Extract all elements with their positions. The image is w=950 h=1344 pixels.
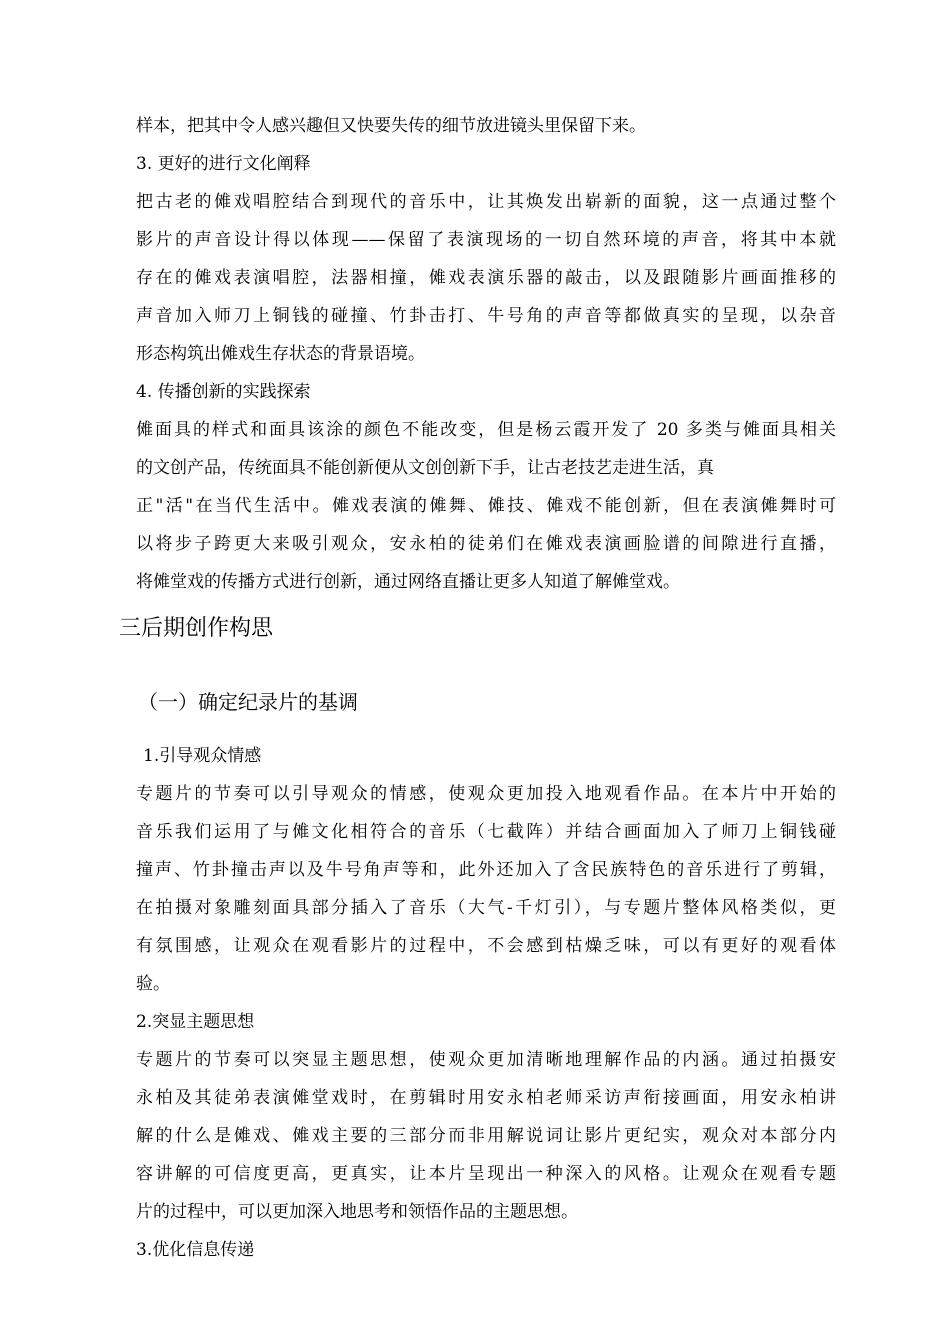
paragraph-line: 验。 <box>136 974 170 994</box>
paragraph-line: 把古老的傩戏唱腔结合到现代的音乐中，让其焕发出崭新的面貌，这一点通过整个 <box>136 192 836 212</box>
paragraph-line: 形态构筑出傩戏生存状态的背景语境。 <box>136 344 425 364</box>
paragraph-line: 在拍摄对象雕刻面具部分插入了音乐（大气-千灯引），与专题片整体风格类似，更 <box>136 898 836 918</box>
paragraph-line: 将傩堂戏的传播方式进行创新，通过网络直播让更多人知道了解傩堂戏。 <box>136 572 680 592</box>
subsection-title: （一）确定纪录片的基调 <box>138 690 358 714</box>
paragraph-line: 以将步子跨更大来吸引观众，安永柏的徒弟们在傩戏表演画脸谱的间隙进行直播， <box>136 534 836 554</box>
numbered-heading: 1.引导观众情感 <box>143 746 262 766</box>
paragraph-line: 音乐我们运用了与傩文化相符合的音乐（七截阵）并结合画面加入了师刀上铜钱碰 <box>136 822 836 842</box>
paragraph-line: 容讲解的可信度更高，更真实，让本片呈现出一种深入的风格。让观众在观看专题 <box>136 1164 836 1184</box>
paragraph-line: 有氛围感，让观众在观看影片的过程中，不会感到枯燥乏味，可以有更好的观看体 <box>136 936 836 956</box>
numbered-heading: 2.突显主题思想 <box>136 1012 255 1032</box>
paragraph-line: 专题片的节奏可以引导观众的情感，使观众更加投入地观看作品。在本片中开始的 <box>136 784 836 804</box>
paragraph-line: 的文创产品，传统面具不能创新便从文创创新下手，让古老技艺走进生活，真 <box>136 458 714 478</box>
paragraph-line: 存在的傩戏表演唱腔，法器相撞，傩戏表演乐器的敲击，以及跟随影片画面推移的 <box>136 268 836 288</box>
paragraph-line: 傩面具的样式和面具该涂的颜色不能改变，但是杨云霞开发了 20 多类与傩面具相关 <box>136 420 836 440</box>
paragraph-line: 正"活"在当代生活中。傩戏表演的傩舞、傩技、傩戏不能创新，但在表演傩舞时可 <box>136 496 836 516</box>
paragraph-line: 专题片的节奏可以突显主题思想，使观众更加清晰地理解作品的内涵。通过拍摄安 <box>136 1050 836 1070</box>
paragraph-line: 永柏及其徒弟表演傩堂戏时，在剪辑时用安永柏老师采访声衔接画面，用安永柏讲 <box>136 1088 836 1108</box>
paragraph-line: 影片的声音设计得以体现——保留了表演现场的一切自然环境的声音，将其中本就 <box>136 230 836 250</box>
numbered-heading: 3. 更好的进行文化阐释 <box>136 154 311 174</box>
section-title: 三后期创作构思 <box>119 616 274 641</box>
paragraph-line: 声音加入师刀上铜钱的碰撞、竹卦击打、牛号角的声音等都做真实的呈现，以杂音 <box>136 306 836 326</box>
paragraph-line: 片的过程中，可以更加深入地思考和领悟作品的主题思想。 <box>136 1202 578 1222</box>
paragraph-line: 撞声、竹卦撞击声以及牛号角声等和，此外还加入了含民族特色的音乐进行了剪辑， <box>136 860 836 880</box>
paragraph-line: 解的什么是傩戏、傩戏主要的三部分而非用解说词让影片更纪实，观众对本部分内 <box>136 1126 836 1146</box>
numbered-heading: 4. 传播创新的实践探索 <box>136 382 311 402</box>
paragraph-line: 样本，把其中令人感兴趣但又快要失传的细节放进镜头里保留下来。 <box>136 116 646 136</box>
numbered-heading: 3.优化信息传递 <box>136 1240 255 1260</box>
